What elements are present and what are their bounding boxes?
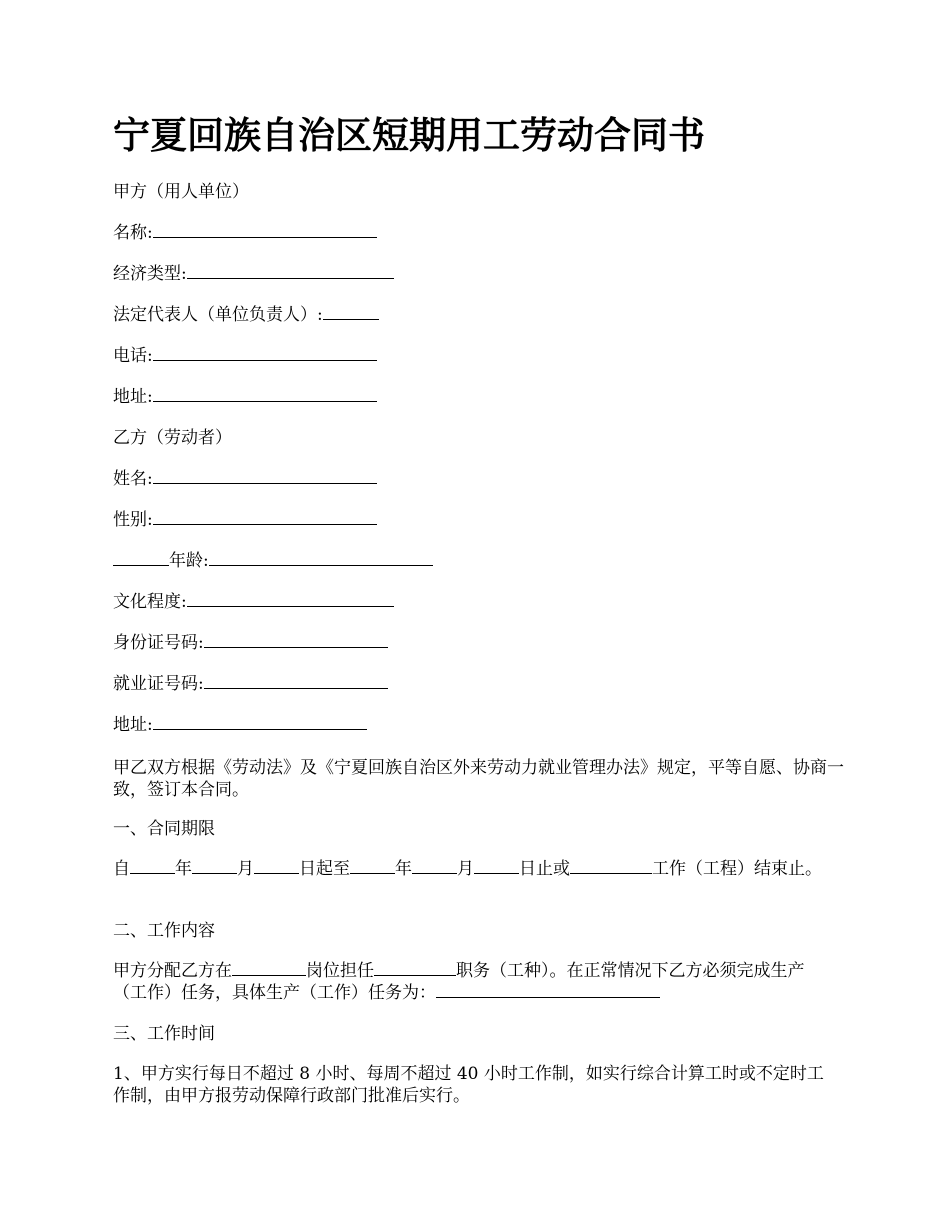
term-year-text: 年 [175, 859, 192, 879]
section-2-heading: 二、工作内容 [113, 921, 215, 941]
party-b-employment-cert-label: 就业证号码: [113, 674, 204, 694]
end-year-blank[interactable] [350, 858, 395, 874]
party-b-education-blank[interactable] [187, 591, 394, 607]
party-a-header: 甲方（用人单位） [113, 182, 249, 202]
party-b-age-label: 年龄: [169, 551, 209, 571]
section-3-clause-1: 1、甲方实行每日不超过 8 小时、每周不超过 40 小时工作制，如实行综合计算工时或不定时工作制，由甲方报劳动保障行政部门批准后实行。 [113, 1064, 824, 1106]
party-b-name-blank[interactable] [153, 468, 377, 484]
party-b-gender-row [113, 509, 377, 531]
party-b-education-row [113, 591, 394, 613]
term-end-or-text: 日止或 [519, 859, 570, 879]
party-b-education-label: 文化程度: [113, 592, 187, 612]
end-day-blank[interactable] [474, 858, 519, 874]
term-month-text: 月 [237, 859, 254, 879]
party-a-phone-row [113, 345, 377, 367]
party-b-age-blank[interactable] [209, 550, 433, 566]
party-a-address-blank[interactable] [153, 386, 377, 402]
preamble-paragraph: 甲乙双方根据《劳动法》及《宁夏回族自治区外来劳动力就业管理办法》规定，平等自愿、协商一致，签订本合同。 [113, 758, 844, 800]
party-b-header: 乙方（劳动者） [113, 428, 232, 448]
party-a-address-label: 地址: [113, 387, 153, 407]
document-title: 宁夏回族自治区短期用工劳动合同书 [113, 114, 705, 157]
start-year-blank[interactable] [130, 858, 175, 874]
party-a-economic-type-row [113, 263, 394, 285]
party-b-name-label: 姓名: [113, 469, 153, 489]
party-a-name-blank[interactable] [153, 222, 377, 238]
party-b-gender-label: 性别: [113, 510, 153, 530]
party-a-economic-type-blank[interactable] [187, 263, 394, 279]
section-1-heading: 一、合同期限 [113, 819, 215, 839]
task-blank[interactable] [436, 982, 660, 998]
term-work-end-text: 工作（工程）结束止。 [652, 859, 822, 879]
party-a-name-row [113, 222, 377, 244]
start-day-blank[interactable] [254, 858, 299, 874]
work-project-blank[interactable] [570, 858, 652, 874]
party-b-name-row [113, 468, 377, 490]
party-b-gender-blank-continued[interactable] [113, 550, 169, 566]
party-a-legal-rep-blank[interactable] [323, 304, 379, 320]
party-b-address-label: 地址: [113, 715, 153, 735]
work-content-text-3: 职务（工种）。在正常情况下乙方必须完成生产（工作）任务，具体生产（工作）任务为： [113, 961, 805, 1003]
party-b-gender-blank[interactable] [153, 509, 377, 525]
party-b-employment-cert-row [113, 673, 388, 695]
position-blank[interactable] [232, 960, 306, 976]
party-b-employment-cert-blank[interactable] [204, 673, 388, 689]
work-content-text-1: 甲方分配乙方在 [113, 961, 232, 981]
party-a-legal-rep-row [113, 304, 379, 326]
party-a-name-label: 名称: [113, 223, 153, 243]
party-b-id-number-blank[interactable] [204, 632, 388, 648]
section-1-term-paragraph [113, 858, 833, 880]
party-b-age-row [113, 550, 433, 572]
party-b-id-number-label: 身份证号码: [113, 633, 204, 653]
end-month-blank[interactable] [412, 858, 457, 874]
party-a-legal-rep-label: 法定代表人（单位负责人）: [113, 305, 323, 325]
term-from-text: 自 [113, 859, 130, 879]
term-end-month-text: 月 [457, 859, 474, 879]
party-a-phone-blank[interactable] [153, 345, 377, 361]
duty-blank[interactable] [374, 960, 456, 976]
party-b-address-blank[interactable] [153, 714, 367, 730]
term-start-to-text: 日起至 [299, 859, 350, 879]
work-content-text-2: 岗位担任 [306, 961, 374, 981]
section-3-heading: 三、工作时间 [113, 1024, 215, 1044]
term-end-year-text: 年 [395, 859, 412, 879]
start-month-blank[interactable] [192, 858, 237, 874]
party-a-economic-type-label: 经济类型: [113, 264, 187, 284]
section-2-content-paragraph [113, 960, 833, 1004]
party-b-address-row [113, 714, 367, 736]
party-a-address-row [113, 386, 377, 408]
party-b-id-number-row [113, 632, 388, 654]
party-a-phone-label: 电话: [113, 346, 153, 366]
